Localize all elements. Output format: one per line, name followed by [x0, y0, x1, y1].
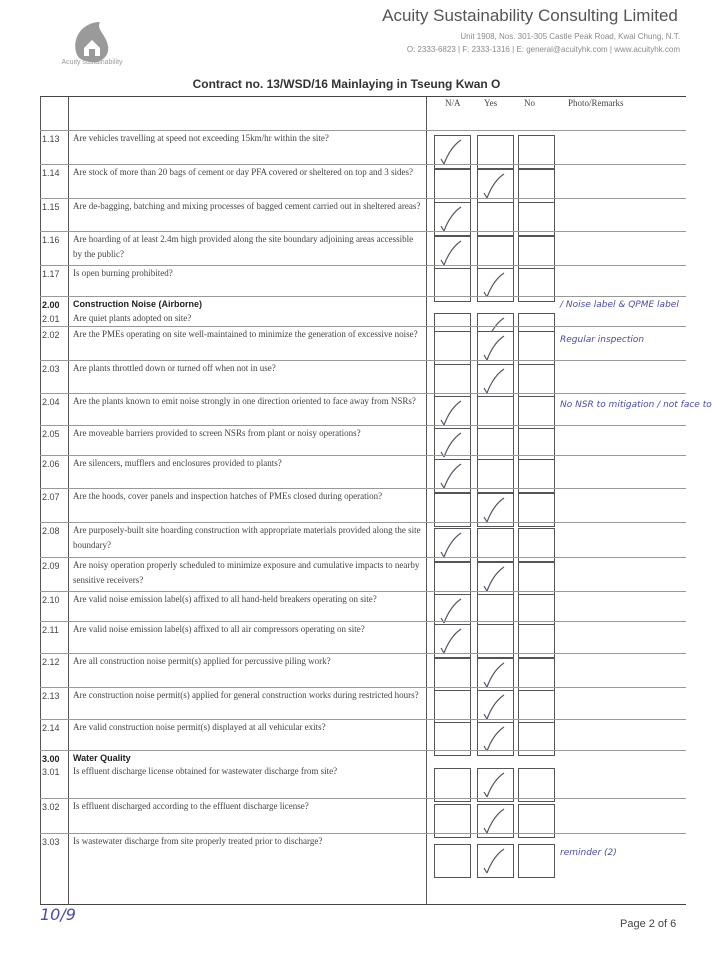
- question-text: Are all construction noise permit(s) applied for percussive piling work?: [73, 656, 331, 666]
- item-number: 2.00: [42, 300, 60, 310]
- question-text: Are plants throttled down or turned off when not in use?: [73, 363, 276, 373]
- item-number: 1.16: [42, 235, 60, 245]
- checkbox-na[interactable]: [434, 768, 471, 802]
- question-text: Are valid noise emission label(s) affixed to all hand-held breakers operating on site?: [73, 594, 377, 604]
- table-row: [40, 488, 686, 523]
- handwritten-remark: Regular inspection: [560, 335, 645, 345]
- item-number: 2.11: [42, 625, 59, 635]
- question-text: Are the hoods, cover panels and inspection hatches of PMEs closed during operation?: [73, 491, 383, 501]
- table-row: [40, 653, 686, 688]
- checkbox-no[interactable]: [518, 844, 555, 878]
- item-number: 2.10: [42, 595, 60, 605]
- question-text: Are valid construction noise permit(s) displayed at all vehicular exits?: [73, 722, 326, 732]
- table-row: [40, 557, 686, 592]
- item-number: 3.01: [42, 767, 60, 777]
- table-row: [40, 687, 686, 720]
- section-title: Construction Noise (Airborne): [73, 299, 203, 309]
- item-number: 2.06: [42, 459, 60, 469]
- item-number: 1.13: [42, 134, 60, 144]
- section-title: Water Quality: [73, 753, 131, 763]
- item-number: 2.07: [42, 492, 60, 502]
- item-number: 2.04: [42, 397, 60, 407]
- checkbox-no[interactable]: [518, 768, 555, 802]
- question-text: Is effluent discharge license obtained for wastewater discharge from site?: [73, 766, 338, 776]
- table-row: [40, 591, 686, 622]
- table-row: [40, 833, 686, 874]
- question-text: Are the PMEs operating on site well-maintained to minimize the generation of excessive noise?: [73, 329, 418, 339]
- question-text: Is open burning prohibited?: [73, 268, 173, 278]
- item-number: 2.14: [42, 723, 60, 733]
- table-row: [40, 231, 686, 266]
- handwritten-date: 10/9: [40, 905, 76, 924]
- question-text: Are moveable barriers provided to screen NSRs from plant or noisy operations?: [73, 428, 361, 438]
- handwritten-remark: reminder (2): [560, 848, 617, 858]
- table-row: [40, 130, 686, 165]
- item-number: 2.05: [42, 429, 60, 439]
- header-yes: Yes: [484, 98, 498, 108]
- table-row: [40, 764, 686, 798]
- question-text: Are purposely-built site hoarding construction with appropriate materials provided along the site boundary?: [73, 525, 421, 550]
- table-row: [40, 360, 686, 394]
- item-number: 1.17: [42, 269, 60, 279]
- page-number: Page 2 of 6: [620, 918, 677, 930]
- item-number: 2.08: [42, 526, 60, 536]
- question-text: Is effluent discharged according to the effluent discharge license?: [73, 801, 309, 811]
- table-row: [40, 522, 686, 558]
- table-row: [40, 393, 712, 426]
- header-no: No: [524, 98, 535, 108]
- address-line-1: Unit 1908, Nos. 301-305 Castle Peak Road, Kwai Chung, N.T.: [460, 32, 680, 41]
- table-row: [40, 198, 686, 232]
- section-row: [40, 750, 686, 765]
- handwritten-remark: No NSR to mitigation / not face to: [560, 400, 712, 410]
- question-text: Is wastewater discharge from site properly treated prior to discharge?: [73, 836, 323, 846]
- question-text: Are valid noise emission label(s) affixed to all air compressors operating on site?: [73, 624, 365, 634]
- header-na: N/A: [445, 98, 461, 108]
- question-text: Are construction noise permit(s) applied for general construction works during restricted hours?: [73, 690, 419, 700]
- item-number: 3.02: [42, 802, 60, 812]
- item-number: 2.13: [42, 691, 60, 701]
- item-number: 2.09: [42, 561, 60, 571]
- checkbox-yes[interactable]: [477, 844, 514, 878]
- table-row: [40, 326, 686, 361]
- address-line-2: O: 2333-6823 | F: 2333-1316 | E: general@acuityhk.com | www.acuityhk.com: [406, 45, 680, 54]
- question-text: Are de-bagging, batching and mixing processes of bagged cement carried out in sheltered areas?: [73, 201, 421, 211]
- table-row: [40, 798, 686, 834]
- company-name: Acuity Sustainability Consulting Limited: [382, 6, 678, 25]
- checklist-table: [40, 96, 712, 905]
- question-text: Are the plants known to emit noise strongly in one direction oriented to face away from NSRs?: [73, 396, 416, 406]
- table-row: [40, 425, 686, 456]
- checkmark-icon: [478, 845, 513, 877]
- table-row: [40, 455, 686, 489]
- checkmark-icon: [478, 769, 513, 801]
- question-text: Are quiet plants adopted on site?: [73, 313, 192, 323]
- company-address: [340, 30, 680, 56]
- question-text: Are stock of more than 20 bags of cement or day PFA covered or sheltered on top and 3 sides?: [73, 167, 413, 177]
- header-remarks: Photo/Remarks: [568, 98, 624, 108]
- item-number: 1.15: [42, 202, 60, 212]
- table-row: [40, 265, 686, 297]
- contract-title: Contract no. 13/WSD/16 Mainlaying in Tseung Kwan O: [192, 77, 501, 91]
- checkbox-yes[interactable]: [477, 768, 514, 802]
- question-text: Are noisy operation properly scheduled to minimize exposure and cumulative impacts to nearby sensitive receivers?: [73, 560, 420, 585]
- item-number: 2.12: [42, 657, 60, 667]
- question-text: Are vehicles travelling at speed not exceeding 15km/hr within the site?: [73, 133, 329, 143]
- checkbox-na[interactable]: [434, 844, 471, 878]
- table-row: [40, 164, 686, 199]
- table-row: [40, 621, 686, 654]
- item-number: 2.02: [42, 330, 60, 340]
- question-text: Are hoarding of at least 2.4m high provided along the site boundary adjoining areas accessible by the public?: [73, 234, 414, 259]
- item-number: 3.00: [42, 754, 60, 764]
- item-number: 2.01: [42, 314, 60, 324]
- item-number: 1.14: [42, 168, 60, 178]
- item-number: 2.03: [42, 364, 60, 374]
- logo-text: Acuity sustainability: [61, 59, 123, 66]
- table-row: [40, 719, 686, 751]
- handwritten-remark: / Noise label & QPME label: [560, 300, 679, 310]
- question-text: Are silencers, mufflers and enclosures provided to plants?: [73, 458, 282, 468]
- item-number: 3.03: [42, 837, 60, 847]
